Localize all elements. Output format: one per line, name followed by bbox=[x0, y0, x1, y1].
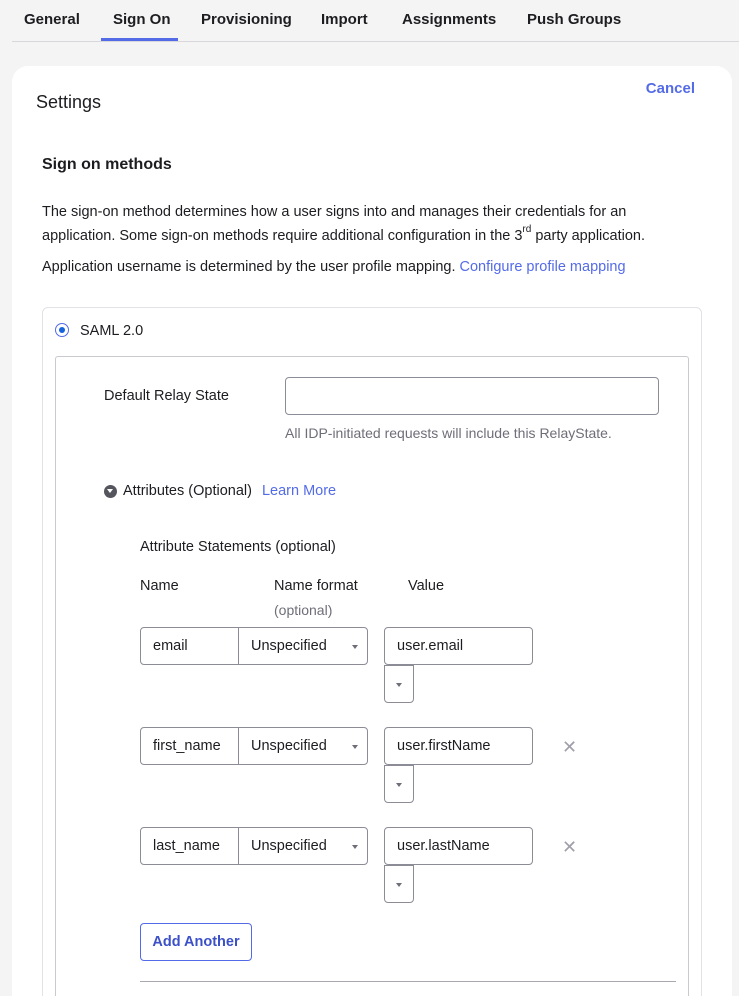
saml-radio[interactable] bbox=[55, 323, 69, 337]
relay-state-help: All IDP-initiated requests will include this RelayState. bbox=[285, 425, 612, 441]
caret-down-icon bbox=[396, 883, 402, 887]
col-header-name: Name bbox=[140, 578, 179, 594]
close-icon[interactable]: ✕ bbox=[562, 737, 578, 757]
attribute-name-input[interactable]: last_name bbox=[140, 827, 239, 865]
value-dropdown-button[interactable] bbox=[384, 765, 414, 803]
configure-profile-mapping-link[interactable]: Configure profile mapping bbox=[459, 259, 626, 275]
caret-down-icon bbox=[396, 683, 402, 687]
caret-down-icon bbox=[396, 783, 402, 787]
col-header-value: Value bbox=[408, 578, 445, 594]
sign-on-methods-heading: Sign on methods bbox=[42, 156, 172, 173]
tab-sign-on[interactable]: Sign On bbox=[113, 11, 171, 28]
relay-state-label: Default Relay State bbox=[104, 388, 229, 404]
tab-general[interactable]: General bbox=[24, 11, 80, 28]
learn-more-link[interactable]: Learn More bbox=[261, 483, 337, 499]
attributes-toggle[interactable] bbox=[104, 483, 336, 499]
tab-assignments[interactable]: Assignments bbox=[402, 11, 497, 28]
attribute-value-input[interactable]: user.lastName bbox=[384, 827, 533, 865]
attribute-value-input[interactable]: user.email bbox=[384, 627, 533, 665]
col-header-format-sub: (optional) bbox=[274, 602, 333, 618]
settings-card bbox=[12, 66, 732, 996]
attributes-label[interactable]: Attributes (Optional) bbox=[123, 483, 252, 499]
caret-down-icon bbox=[352, 645, 358, 649]
name-format-select[interactable]: Unspecified bbox=[238, 727, 368, 765]
tab-import[interactable]: Import bbox=[321, 11, 368, 28]
attribute-value-input[interactable]: user.firstName bbox=[384, 727, 533, 765]
name-format-select[interactable]: Unspecified bbox=[238, 627, 368, 665]
cancel-button[interactable]: Cancel bbox=[645, 80, 695, 97]
caret-down-icon bbox=[352, 845, 358, 849]
active-tab-indicator bbox=[101, 38, 178, 41]
tab-bar bbox=[12, 0, 739, 42]
attribute-row bbox=[140, 827, 600, 907]
value-dropdown-button[interactable] bbox=[384, 665, 414, 703]
attribute-name-input[interactable]: first_name bbox=[140, 727, 239, 765]
col-header-format: Name format bbox=[274, 578, 358, 594]
add-another-button[interactable]: Add Another bbox=[140, 923, 252, 961]
caret-down-icon bbox=[352, 745, 358, 749]
saml-settings-panel bbox=[55, 356, 689, 996]
value-dropdown-button[interactable] bbox=[384, 865, 414, 903]
attribute-row bbox=[140, 727, 600, 807]
saml-option-box bbox=[42, 307, 702, 996]
attribute-name-input[interactable]: email bbox=[140, 627, 239, 665]
tab-provisioning[interactable]: Provisioning bbox=[201, 11, 292, 28]
chevron-down-icon[interactable] bbox=[104, 485, 117, 498]
username-mapping-text: Application username is determined by the user profile mapping. Configure profile mapping bbox=[42, 259, 626, 275]
divider bbox=[140, 981, 676, 982]
settings-title: Settings bbox=[36, 92, 102, 112]
tab-push-groups[interactable]: Push Groups bbox=[527, 11, 622, 28]
sign-on-description: The sign-on method determines how a user signs into and manages their credentials for an application. Some sign-on methods require additional configuration in the 3rd party application. bbox=[42, 204, 645, 244]
saml-radio-label[interactable]: SAML 2.0 bbox=[80, 323, 144, 339]
close-icon[interactable]: ✕ bbox=[562, 837, 578, 857]
attribute-statements-title: Attribute Statements (optional) bbox=[140, 539, 336, 555]
name-format-select[interactable]: Unspecified bbox=[238, 827, 368, 865]
attribute-row bbox=[140, 627, 600, 707]
relay-state-input[interactable] bbox=[285, 377, 659, 415]
